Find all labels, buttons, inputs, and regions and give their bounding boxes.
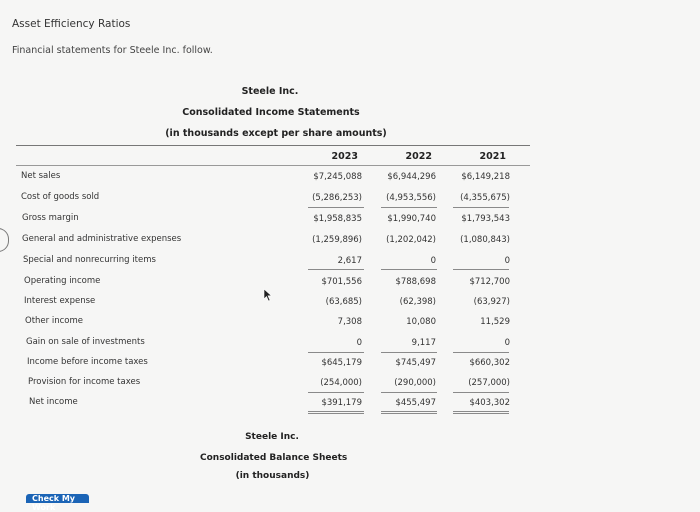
subtotal-underline bbox=[308, 392, 364, 393]
cell-operating-income-2021: $712,700 bbox=[469, 277, 510, 287]
cell-income-before-taxes-2022: $745,497 bbox=[395, 358, 436, 368]
row-label-other-income: Other income bbox=[25, 316, 83, 326]
subtotal-underline bbox=[453, 352, 509, 353]
row-label-special-nonrecurring-items: Special and nonrecurring items bbox=[23, 255, 156, 265]
cell-provision-income-taxes-2023: (254,000) bbox=[320, 378, 362, 388]
cell-special-nonrecurring-items-2022: 0 bbox=[430, 256, 436, 266]
cell-special-nonrecurring-items-2021: 0 bbox=[504, 256, 510, 266]
cell-gain-on-sale-investments-2022: 9,117 bbox=[411, 338, 436, 348]
mouse-cursor-icon bbox=[263, 288, 273, 302]
cell-cost-of-goods-sold-2021: (4,355,675) bbox=[460, 193, 510, 203]
subtotal-underline bbox=[308, 269, 364, 270]
cell-gross-margin-2023: $1,958,835 bbox=[313, 214, 362, 224]
cell-gross-margin-2021: $1,793,543 bbox=[461, 214, 510, 224]
subtotal-underline bbox=[453, 392, 509, 393]
income-statement-units: (in thousands except per share amounts) bbox=[165, 128, 387, 139]
cell-interest-expense-2021: (63,927) bbox=[473, 297, 510, 307]
row-label-net-income: Net income bbox=[29, 397, 78, 407]
cell-interest-expense-2022: (62,398) bbox=[399, 297, 436, 307]
cell-gain-on-sale-investments-2023: 0 bbox=[356, 338, 362, 348]
income-statement-company: Steele Inc. bbox=[241, 86, 299, 97]
balance-sheet-units: (in thousands) bbox=[235, 471, 310, 481]
cell-net-income-2021: $403,302 bbox=[469, 398, 510, 408]
check-my-work-button[interactable] bbox=[26, 494, 89, 512]
cell-net-income-2022: $455,497 bbox=[395, 398, 436, 408]
cell-interest-expense-2023: (63,685) bbox=[325, 297, 362, 307]
cell-gross-margin-2022: $1,990,740 bbox=[387, 214, 436, 224]
row-label-operating-income: Operating income bbox=[24, 276, 101, 286]
cell-operating-income-2023: $701,556 bbox=[321, 277, 362, 287]
row-label-net-sales: Net sales bbox=[21, 171, 61, 181]
cell-cost-of-goods-sold-2022: (4,953,556) bbox=[386, 193, 436, 203]
subtotal-underline bbox=[453, 207, 509, 208]
cell-net-income-2023: $391,179 bbox=[321, 398, 362, 408]
cell-general-admin-expenses-2021: (1,080,843) bbox=[460, 235, 510, 245]
cell-cost-of-goods-sold-2023: (5,286,253) bbox=[312, 193, 362, 203]
instruction-text: Financial statements for Steele Inc. follow. bbox=[12, 45, 213, 56]
subtotal-underline bbox=[453, 269, 509, 270]
cell-gain-on-sale-investments-2021: 0 bbox=[504, 338, 510, 348]
header-rule-top bbox=[16, 145, 530, 146]
subtotal-underline bbox=[381, 207, 437, 208]
check-my-work-label: Check My Work bbox=[32, 494, 76, 512]
row-label-gain-on-sale-investments: Gain on sale of investments bbox=[26, 337, 145, 347]
header-rule-bottom bbox=[16, 165, 530, 166]
row-label-cost-of-goods-sold: Cost of goods sold bbox=[21, 192, 100, 202]
cell-net-sales-2021: $6,149,218 bbox=[461, 172, 510, 182]
year-header-2023: 2023 bbox=[331, 151, 358, 162]
row-label-interest-expense: Interest expense bbox=[24, 296, 96, 306]
subtotal-underline bbox=[308, 352, 364, 353]
page-title: Asset Efficiency Ratios bbox=[12, 18, 131, 30]
cell-income-before-taxes-2021: $660,302 bbox=[469, 358, 510, 368]
total-double-underline bbox=[381, 411, 437, 414]
row-label-income-before-taxes: Income before income taxes bbox=[27, 357, 148, 367]
subtotal-underline bbox=[381, 269, 437, 270]
year-header-2021: 2021 bbox=[479, 151, 506, 162]
subtotal-underline bbox=[381, 392, 437, 393]
income-statement-title: Consolidated Income Statements bbox=[182, 107, 360, 118]
cell-other-income-2023: 7,308 bbox=[337, 317, 362, 327]
cell-special-nonrecurring-items-2023: 2,617 bbox=[337, 256, 362, 266]
balance-sheet-company: Steele Inc. bbox=[245, 432, 299, 442]
total-double-underline bbox=[308, 411, 364, 414]
cell-net-sales-2023: $7,245,088 bbox=[313, 172, 362, 182]
expand-tab[interactable] bbox=[0, 228, 9, 252]
cell-operating-income-2022: $788,698 bbox=[395, 277, 436, 287]
row-label-general-admin-expenses: General and administrative expenses bbox=[22, 234, 182, 244]
balance-sheet-title: Consolidated Balance Sheets bbox=[200, 453, 348, 463]
cell-income-before-taxes-2023: $645,179 bbox=[321, 358, 362, 368]
cell-net-sales-2022: $6,944,296 bbox=[387, 172, 436, 182]
row-label-gross-margin: Gross margin bbox=[22, 213, 79, 223]
cell-provision-income-taxes-2021: (257,000) bbox=[468, 378, 510, 388]
row-label-provision-income-taxes: Provision for income taxes bbox=[28, 377, 141, 387]
subtotal-underline bbox=[381, 352, 437, 353]
cell-provision-income-taxes-2022: (290,000) bbox=[394, 378, 436, 388]
cell-general-admin-expenses-2023: (1,259,896) bbox=[312, 235, 362, 245]
year-header-2022: 2022 bbox=[405, 151, 432, 162]
cell-general-admin-expenses-2022: (1,202,042) bbox=[386, 235, 436, 245]
cell-other-income-2022: 10,080 bbox=[406, 317, 436, 327]
total-double-underline bbox=[453, 411, 509, 414]
cell-other-income-2021: 11,529 bbox=[480, 317, 510, 327]
subtotal-underline bbox=[308, 207, 364, 208]
